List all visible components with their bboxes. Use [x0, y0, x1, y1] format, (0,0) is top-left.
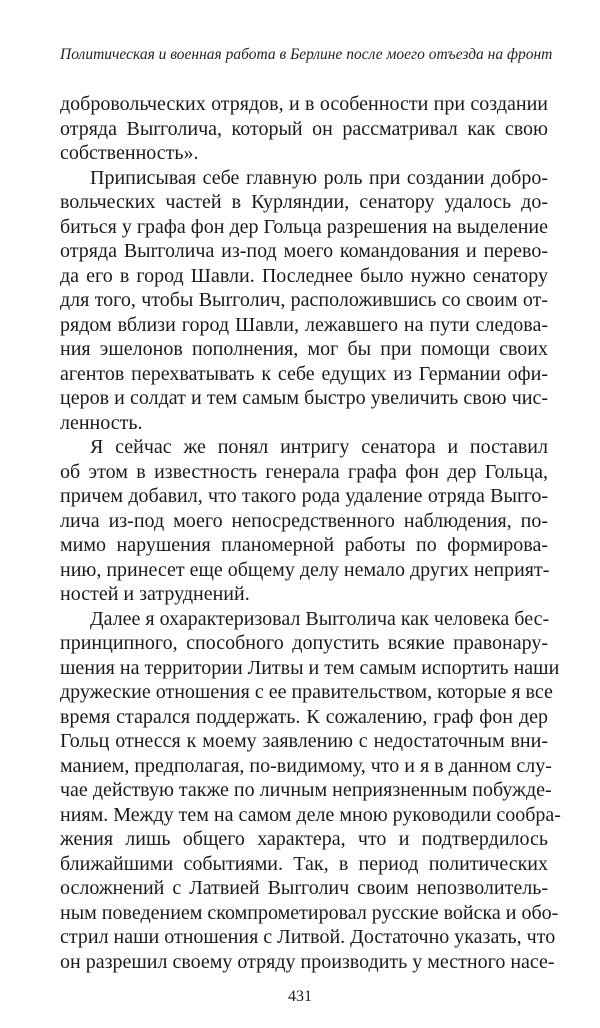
text-line: стрил наши отношения с Литвой. Достаточно указать, что	[60, 926, 556, 948]
text-line: нию, принесет еще общему делу немало других неприят-	[60, 558, 550, 581]
running-header: Политическая и военная работа в Берлине после моего отъезда на фронт	[60, 46, 553, 63]
text-line: агентов перехватывать к себе едущих из Германии офи-	[60, 362, 548, 385]
text-line: об этом в известность генерала графа фон дер Гольца,	[60, 460, 548, 483]
text-line: манием, предполагая, по-видимому, что и я в данном слу-	[60, 754, 552, 777]
text-line: ностей и затруднений.	[60, 583, 250, 605]
text-line: собственность».	[60, 142, 199, 164]
text-line: Далее я охарактеризовал Выrголича как человека бес-	[90, 607, 550, 630]
text-line: ближайшими событиями. Так, в период политических	[60, 852, 548, 875]
text-line: добровольческих отрядов, и в особенности при создании	[60, 93, 548, 115]
text-line: Приписывая себе главную роль при создании добро-	[90, 166, 548, 189]
text-line: чае действую также по личным неприязненным побужде-	[60, 779, 552, 801]
text-line: Я сейчас же понял интригу сенатора и поставил	[90, 436, 548, 458]
text-line: церов и солдат и тем самым быстро увеличить свою чис-	[60, 387, 548, 409]
text-line: он разрешил своему отряду производить у местного насе-	[60, 950, 555, 973]
text-line: для того, чтобы Выrголич, расположившись со своим от-	[60, 289, 548, 311]
page-number: 431	[288, 988, 312, 1005]
text-line: вольческих частей в Курляндии, сенатору удалось до-	[60, 191, 548, 213]
text-line: лича из-под моего непосредственного наблюдения, по-	[60, 509, 548, 532]
text-line: жения лишь общего характера, что и подтвердилось	[60, 828, 548, 850]
text-line: время старался поддержать. К сожалению, граф фон дер	[60, 705, 548, 728]
text-line: причем добавил, что такого рода удаление отряда Выrго-	[60, 485, 548, 507]
text-line: отряда Выrголича из-под моего командования и перево-	[60, 240, 548, 262]
text-line: мимо нарушения планомерной работы по формирова-	[60, 534, 548, 556]
text-line: Гольц отнесся к моему заявлению с недостаточным вни-	[60, 730, 548, 752]
text-line: ленность.	[60, 411, 143, 434]
text-line: шения на территории Литвы и тем самым испортить наши	[60, 656, 560, 679]
text-line: ным поведением скомпрометировал русские войска и обо-	[60, 901, 559, 924]
text-line: рядом вблизи город Шавли, лежавшего на пути следова-	[60, 313, 548, 336]
text-line: ниям. Между тем на самом деле мною руководили сообра-	[60, 803, 561, 826]
text-line: ния эшелонов пополнения, мог бы при помощи своих	[60, 338, 548, 360]
page-body	[60, 92, 561, 974]
text-line: осложнений с Латвией Выrголич своим непозволитель-	[60, 877, 548, 899]
text-line: отряда Выrголича, который он рассматривал как свою	[60, 117, 548, 140]
text-line: принципного, способного допустить всякие правонару-	[60, 632, 548, 654]
text-line: да его в город Шавли. Последнее было нужно сенатору	[60, 264, 548, 287]
text-line: дружеские отношения с ее правительством, которые я все	[60, 681, 553, 703]
text-line: биться у графа фон дер Гольца разрешения на выделение	[60, 215, 548, 238]
